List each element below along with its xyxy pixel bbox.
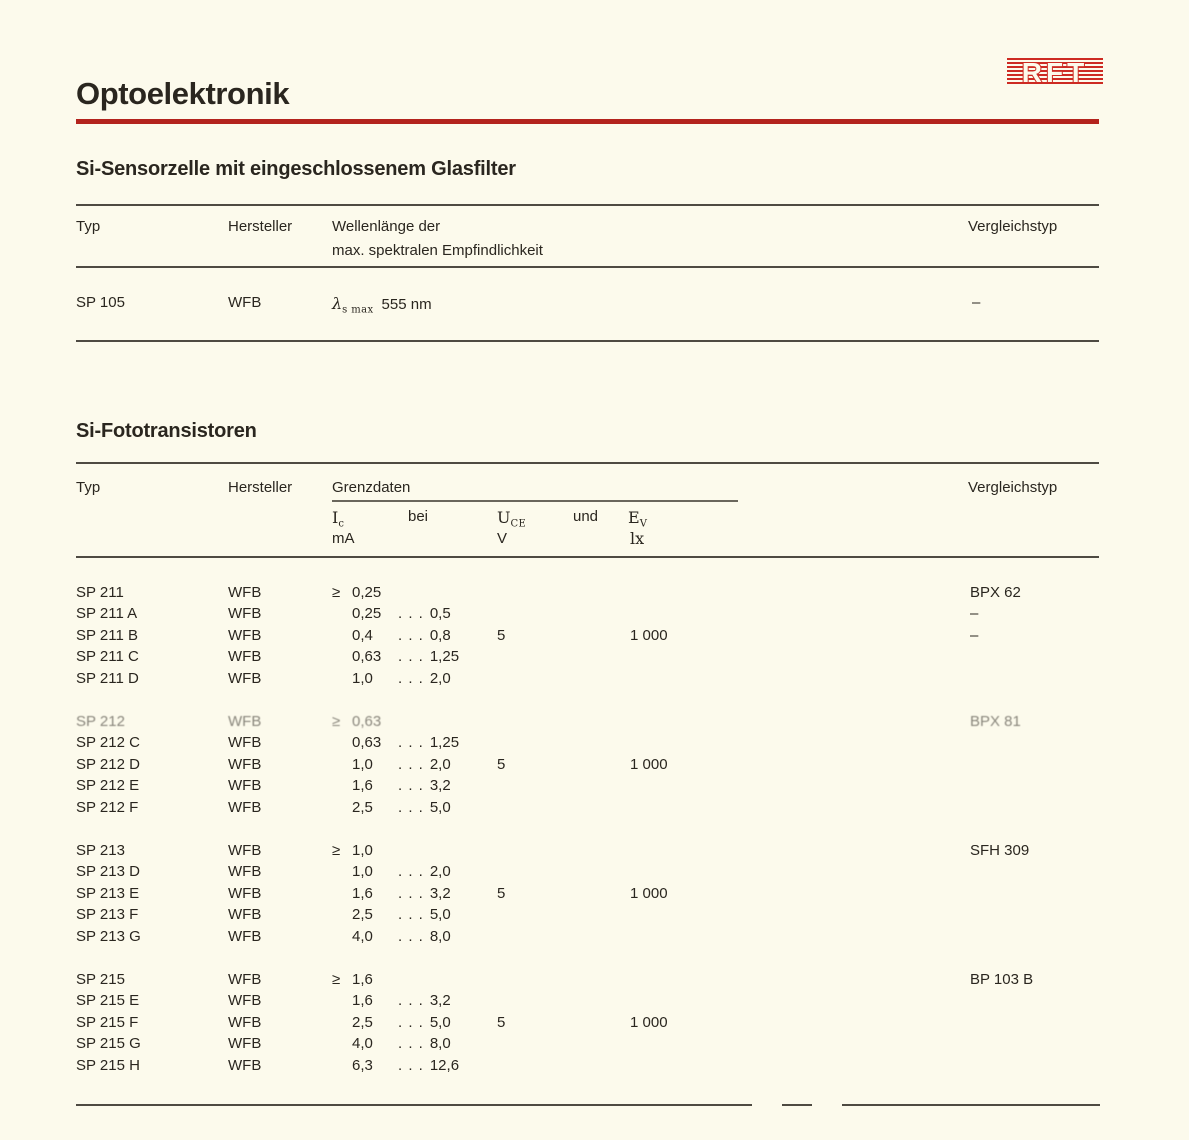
ic-max-value: 2,0 [429, 756, 451, 773]
page-title: Optoelektronik [76, 76, 290, 111]
column-header-hersteller: Hersteller [228, 479, 293, 496]
cell-typ: SP 211 C [76, 648, 139, 665]
range-dots: . . . [398, 734, 424, 751]
cell-ic-limit [332, 734, 459, 751]
ic-min-value: 1,0 [352, 842, 373, 859]
ic-min-value: 1,6 [352, 777, 373, 794]
table-row [0, 842, 1189, 864]
lambda-subscript: s max [342, 304, 374, 316]
cell-ic-limit [332, 670, 451, 687]
table-divider [76, 340, 1099, 342]
cell-hersteller: WFB [228, 799, 262, 816]
bottom-rule-segment [842, 1104, 1100, 1106]
cell-hersteller: WFB [228, 971, 262, 988]
ic-min-value: 1,6 [352, 971, 373, 988]
cell-hersteller: WFB [228, 1035, 262, 1052]
ic-min-value: 4,0 [352, 1035, 373, 1052]
ev-symbol: E [628, 508, 640, 527]
ic-min-value: 2,5 [352, 906, 373, 923]
cell-uce: 5 [497, 885, 506, 902]
cell-hersteller: WFB [228, 928, 262, 945]
cell-ic-limit [332, 1014, 451, 1031]
column-header-grenzdaten: Grenzdaten [332, 479, 411, 496]
table-row [0, 584, 1189, 606]
cell-typ: SP 213 F [76, 906, 139, 923]
table-row [0, 1014, 1189, 1036]
cell-hersteller: WFB [228, 885, 262, 902]
range-dots: . . . [398, 885, 424, 902]
column-header-hersteller: Hersteller [228, 218, 293, 235]
range-dots: . . . [398, 928, 424, 945]
range-dots: . . . [398, 863, 424, 880]
cell-typ: SP 211 B [76, 627, 138, 644]
ic-min-value: 1,0 [352, 756, 373, 773]
cell-vergleichstyp: BPX 81 [970, 713, 1021, 730]
uce-subscript: CE [510, 518, 527, 530]
ic-max-value: 8,0 [429, 928, 451, 945]
cell-typ: SP 212 C [76, 734, 140, 751]
gte-symbol: ≥ [332, 584, 341, 601]
cell-typ: SP 215 F [76, 1014, 139, 1031]
uce-symbol: U [497, 508, 511, 527]
table-row [0, 1057, 1189, 1079]
cell-hersteller: WFB [228, 648, 262, 665]
range-dots: . . . [398, 1035, 424, 1052]
column-header-typ: Typ [76, 218, 101, 235]
ic-max-value: 12,6 [429, 1057, 460, 1074]
cell-ev: 1 000 [630, 885, 668, 902]
cell-ic-limit [332, 605, 451, 622]
ic-min-value: 0,63 [352, 734, 382, 751]
cell-hersteller: WFB [228, 842, 262, 859]
ic-min-value: 1,6 [352, 885, 373, 902]
ic-symbol: I [332, 508, 339, 527]
ic-min-value: 2,5 [352, 799, 373, 816]
table-row [0, 777, 1189, 799]
cell-ic-limit [332, 885, 451, 902]
cell-vergleichstyp: – [972, 294, 981, 311]
bottom-rule-segment [76, 1104, 752, 1106]
table-row [0, 648, 1189, 670]
rft-logo-icon [1006, 52, 1104, 92]
range-dots: . . . [398, 799, 424, 816]
cell-ic-limit [332, 584, 404, 601]
cell-ic-limit [332, 928, 451, 945]
table-row [0, 799, 1189, 821]
ic-max-value: 0,5 [429, 605, 451, 622]
cell-ic-limit [332, 777, 451, 794]
subheader-ev [628, 508, 647, 530]
cell-ic-limit [332, 1057, 459, 1074]
table-row [0, 734, 1189, 756]
title-accent-rule [76, 119, 1099, 124]
table-row [0, 627, 1189, 649]
cell-ic-limit [332, 971, 404, 988]
cell-ev: 1 000 [630, 627, 668, 644]
table-row [0, 756, 1189, 778]
cell-hersteller: WFB [228, 1057, 262, 1074]
cell-hersteller: WFB [228, 627, 262, 644]
cell-typ: SP 212 D [76, 756, 140, 773]
ic-min-value: 0,63 [352, 713, 382, 730]
ic-subscript: c [338, 518, 345, 530]
table-row [0, 863, 1189, 885]
cell-typ: SP 213 D [76, 863, 140, 880]
table-row [0, 605, 1189, 627]
cell-typ: SP 213 E [76, 885, 140, 902]
ic-max-value: 1,25 [429, 648, 460, 665]
ic-max-value: 0,8 [429, 627, 451, 644]
ic-max-value: 2,0 [429, 863, 451, 880]
cell-ic-limit [332, 1035, 451, 1052]
table-row [0, 928, 1189, 950]
ic-min-value: 0,25 [352, 584, 382, 601]
cell-vergleichstyp: BP 103 B [970, 971, 1034, 988]
ic-min-value: 1,0 [352, 863, 373, 880]
cell-ic-limit [332, 842, 404, 859]
cell-typ: SP 211 [76, 584, 124, 601]
range-dots: . . . [398, 1014, 424, 1031]
cell-vergleichstyp: – [970, 605, 979, 622]
ic-max-value: 3,2 [429, 992, 451, 1009]
column-header-wellenlaenge-line2: max. spektralen Empfindlichkeit [332, 242, 543, 259]
table-divider [76, 204, 1099, 206]
range-dots: . . . [398, 627, 424, 644]
ic-min-value: 0,4 [352, 627, 373, 644]
cell-typ: SP 213 G [76, 928, 141, 945]
ic-min-value: 4,0 [352, 928, 373, 945]
cell-hersteller: WFB [228, 734, 262, 751]
cell-ic-limit [332, 713, 404, 730]
table-row [0, 670, 1189, 692]
ic-max-value: 5,0 [429, 799, 451, 816]
table-row [0, 885, 1189, 907]
cell-uce: 5 [497, 627, 506, 644]
subheader-ic [332, 508, 344, 530]
table-row [0, 294, 1189, 316]
ic-max-value: 3,2 [429, 885, 451, 902]
cell-typ: SP 215 G [76, 1035, 141, 1052]
range-dots: . . . [398, 605, 424, 622]
cell-uce: 5 [497, 756, 506, 773]
table-row [0, 992, 1189, 1014]
cell-ic-limit [332, 992, 451, 1009]
cell-typ: SP 212 F [76, 799, 139, 816]
table-row [0, 1035, 1189, 1057]
ic-min-value: 1,0 [352, 670, 373, 687]
cell-hersteller: WFB [228, 584, 262, 601]
grenzdaten-underline [332, 500, 738, 502]
range-dots: . . . [398, 777, 424, 794]
ic-min-value: 6,3 [352, 1057, 373, 1074]
table-divider [76, 556, 1099, 558]
subheader-und: und [573, 508, 599, 525]
cell-typ: SP 212 [76, 713, 125, 730]
cell-typ: SP 105 [76, 294, 125, 311]
cell-ic-limit [332, 756, 451, 773]
ic-min-value: 1,6 [352, 992, 373, 1009]
cell-hersteller: WFB [228, 992, 262, 1009]
cell-typ: SP 211 D [76, 670, 139, 687]
cell-uce: 5 [497, 1014, 506, 1031]
cell-hersteller: WFB [228, 713, 262, 730]
subheader-ic-unit: mA [332, 530, 355, 547]
cell-vergleichstyp: – [970, 627, 979, 644]
sensor-section-heading: Si-Sensorzelle mit eingeschlossenem Glasfilter [76, 158, 516, 180]
cell-wellenlaenge [332, 294, 432, 316]
range-dots: . . . [398, 756, 424, 773]
cell-typ: SP 211 A [76, 605, 138, 622]
cell-hersteller: WFB [228, 863, 262, 880]
gte-symbol: ≥ [332, 713, 341, 730]
ic-min-value: 0,25 [352, 605, 382, 622]
rft-logo-text: RFT [1021, 57, 1089, 88]
subheader-bei: bei [408, 508, 429, 525]
cell-hersteller: WFB [228, 670, 262, 687]
cell-typ: SP 213 [76, 842, 125, 859]
range-dots: . . . [398, 906, 424, 923]
cell-ev: 1 000 [630, 756, 668, 773]
range-dots: . . . [398, 992, 424, 1009]
cell-typ: SP 215 H [76, 1057, 140, 1074]
ic-min-value: 0,63 [352, 648, 382, 665]
cell-ic-limit [332, 799, 451, 816]
cell-hersteller: WFB [228, 906, 262, 923]
gte-symbol: ≥ [332, 971, 341, 988]
cell-typ: SP 215 E [76, 992, 140, 1009]
ic-max-value: 3,2 [429, 777, 451, 794]
table-row [0, 906, 1189, 928]
subheader-uce [497, 508, 526, 530]
table-row [0, 971, 1189, 993]
cell-ic-limit [332, 627, 451, 644]
cell-ic-limit [332, 906, 451, 923]
cell-hersteller: WFB [228, 756, 262, 773]
range-dots: . . . [398, 670, 424, 687]
subheader-ev-unit: lx [630, 529, 645, 548]
table-row [0, 713, 1189, 735]
bottom-rule-segment [782, 1104, 812, 1106]
table-divider [76, 462, 1099, 464]
cell-ev: 1 000 [630, 1014, 668, 1031]
range-dots: . . . [398, 1057, 424, 1074]
cell-ic-limit [332, 648, 459, 665]
cell-ic-limit [332, 863, 451, 880]
cell-hersteller: WFB [228, 1014, 262, 1031]
transistor-section-heading: Si-Fototransistoren [76, 420, 257, 442]
subheader-uce-unit: V [497, 530, 508, 547]
table-divider [76, 266, 1099, 268]
cell-vergleichstyp: SFH 309 [970, 842, 1030, 859]
ic-max-value: 5,0 [429, 1014, 451, 1031]
cell-hersteller: WFB [228, 605, 262, 622]
gte-symbol: ≥ [332, 842, 341, 859]
ic-min-value: 2,5 [352, 1014, 373, 1031]
cell-typ: SP 212 E [76, 777, 140, 794]
column-header-vergleichstyp: Vergleichstyp [968, 218, 1058, 235]
lambda-symbol: λ [332, 294, 343, 313]
cell-typ: SP 215 [76, 971, 125, 988]
cell-hersteller: WFB [228, 777, 262, 794]
ev-subscript: V [639, 518, 648, 530]
range-dots: . . . [398, 648, 424, 665]
column-header-typ: Typ [76, 479, 101, 496]
column-header-wellenlaenge-line1: Wellenlänge der [332, 218, 441, 235]
column-header-vergleichstyp: Vergleichstyp [968, 479, 1058, 496]
ic-max-value: 8,0 [429, 1035, 451, 1052]
cell-vergleichstyp: BPX 62 [970, 584, 1021, 601]
ic-max-value: 5,0 [429, 906, 451, 923]
lambda-value: 555 nm [381, 296, 432, 313]
ic-max-value: 2,0 [429, 670, 451, 687]
cell-hersteller: WFB [228, 294, 262, 311]
ic-max-value: 1,25 [429, 734, 460, 751]
